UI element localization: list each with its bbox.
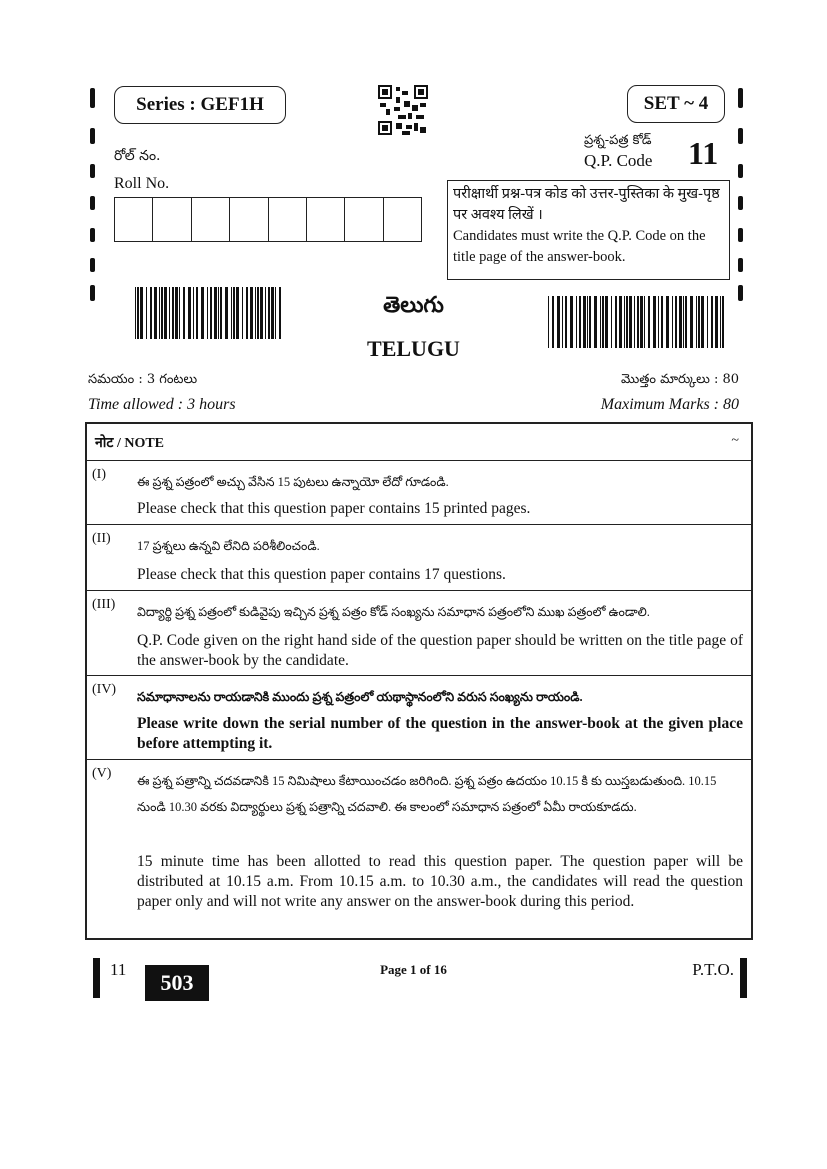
note-row <box>87 591 751 676</box>
note-text: Please check that this question paper contains 17 questions. <box>137 566 506 583</box>
series-label: Series : GEF1H <box>114 86 286 124</box>
max-marks-telugu: మొత్తం మార్కులు : 80 <box>620 372 739 387</box>
note-text: 15 minute time has been allotted to read this question paper. The question paper will be distributed at 10.15 a.m. From 10.15 a.m. to 10.30 a.m., the candidates will read the question paper only and will not write any answer on the answer-book during this period. <box>137 853 743 910</box>
note-text-telugu: ఈ ప్రశ్న పత్రంలో అచ్చు వేసిన 15 పుటలు ఉన్నాయో లేదో గూడండి. <box>137 475 449 489</box>
note-number: (II) <box>92 531 111 546</box>
instruction-box <box>447 180 730 280</box>
edge-mark <box>738 228 743 242</box>
roll-label: Roll No. <box>114 175 170 192</box>
roll-digit-box[interactable] <box>384 198 421 241</box>
subject-title: TELUGU <box>367 336 460 361</box>
roll-digit-box[interactable] <box>345 198 383 241</box>
edge-mark <box>90 164 95 178</box>
footer-qp-number: 11 <box>110 960 127 979</box>
pto-label: P.T.O. <box>692 960 734 979</box>
roll-digit-box[interactable] <box>115 198 153 241</box>
roll-label-telugu: రోల్ నం. <box>114 148 161 164</box>
note-text-telugu: సమాధానాలను రాయడానికి ముందు ప్రశ్న పత్రంలో యథాస్థానంలోని వరుస సంఖ్యను రాయండి. <box>137 690 583 704</box>
note-text-telugu: విద్యార్థి ప్రశ్న పత్రంలో కుడివైపు ఇచ్చిన ప్రశ్న పత్రం కోడ్ సంఖ్యను సమాధాన పత్రంలోని ముఖ పత్రంలో ఉండాలి. <box>137 605 650 619</box>
note-text: Q.P. Code given on the right hand side of the question paper should be written on the title page of the answer-book by the candidate. <box>137 632 743 669</box>
note-number: (I) <box>92 467 106 482</box>
instruction-english: Candidates must write the Q.P. Code on the title page of the answer-book. <box>453 228 706 265</box>
roll-digit-box[interactable] <box>230 198 268 241</box>
note-heading-row <box>87 424 751 461</box>
note-table <box>85 422 753 940</box>
qp-code-label: Q.P. Code <box>584 151 653 170</box>
edge-mark <box>738 164 743 178</box>
note-heading: नोट / NOTE <box>95 436 165 451</box>
roll-digit-box[interactable] <box>153 198 191 241</box>
edge-mark <box>90 196 95 210</box>
edge-mark <box>738 196 743 210</box>
subject-title-telugu: తెలుగు <box>383 292 444 318</box>
roll-number-boxes[interactable] <box>114 197 422 242</box>
edge-mark <box>90 88 95 108</box>
note-number: (V) <box>92 766 112 781</box>
instruction-hindi: परीक्षार्थी प्रश्न-पत्र कोड को उत्तर-पुस्तिका के मुख-पृष्ठ पर अवश्य लिखें । <box>453 186 720 223</box>
edge-mark <box>90 228 95 242</box>
roll-digit-box[interactable] <box>192 198 230 241</box>
time-allowed-telugu: సమయం : 3 గంటలు <box>88 372 198 387</box>
note-number: (IV) <box>92 682 117 697</box>
set-label: SET ~ 4 <box>627 85 725 123</box>
note-text-telugu: 17 ప్రశ్నలు ఉన్నవి లేనిది పరిశీలించండి. <box>137 539 320 553</box>
note-row <box>87 760 751 940</box>
edge-mark <box>738 128 743 144</box>
note-row <box>87 461 751 525</box>
edge-mark <box>90 128 95 144</box>
note-text: Please write down the serial number of the question in the answer-book at the given place before attempting it. <box>137 715 743 752</box>
qr-code-icon <box>378 85 428 135</box>
note-tilde: ~ <box>731 433 739 448</box>
roll-digit-box[interactable] <box>307 198 345 241</box>
max-marks: Maximum Marks : 80 <box>600 396 739 413</box>
note-row <box>87 525 751 591</box>
edge-mark <box>738 258 743 272</box>
roll-digit-box[interactable] <box>269 198 307 241</box>
edge-mark <box>90 258 95 272</box>
qp-code-label-telugu: ప్రశ్న-పత్ర కోడ్ <box>584 133 652 148</box>
page-number: Page 1 of 16 <box>380 962 447 977</box>
note-number: (III) <box>92 597 116 612</box>
note-text-telugu: ఈ ప్రశ్న పత్రాన్ని చదవడానికి 15 నిమిషాలు కేటాయించడం జరిగింది. ప్రశ్న పత్రం ఉదయం 10.15 కి కు యిస్తబడుతుంది. 10.15 నుండి 10.30 వరకు విద్యార్థులు ప్రశ్న పత్రాన్ని చదవాలి. ఈ కాలంలో సమాధాన పత్రంలో ఏమీ రాయకూడదు. <box>137 774 717 814</box>
paper-code-badge: 503 <box>145 965 209 1001</box>
time-allowed: Time allowed : 3 hours <box>88 396 236 413</box>
footer-bar-right <box>740 958 747 998</box>
note-row <box>87 676 751 760</box>
qp-code-number: 11 <box>688 135 719 171</box>
edge-mark <box>738 88 743 108</box>
note-text: Please check that this question paper contains 15 printed pages. <box>137 500 531 517</box>
